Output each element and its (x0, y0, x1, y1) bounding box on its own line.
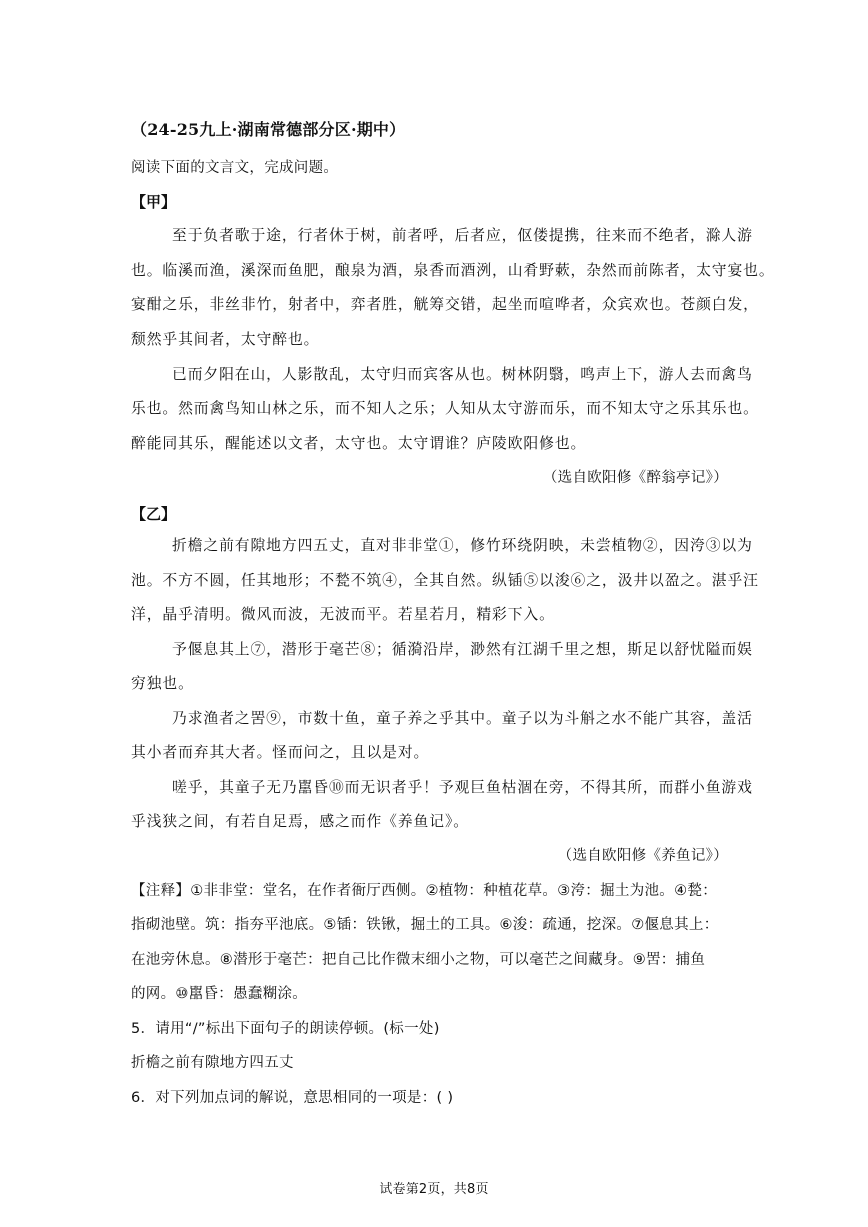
passage-b-line: 折檐之前有隙地方四五丈，直对非非堂①，修竹环绕阴映，未尝植物②，因洿③以为 (172, 537, 753, 554)
question-5: 5．请用“/”标出下面句子的朗读停顿。(标一处) (131, 1021, 440, 1037)
passage-a-citation: （选自欧阳修《醉翁亭记》） (542, 470, 728, 486)
passage-a-line: 至于负者歌于途，行者休于树，前者呼，后者应，伛偻提携，往来而不绝者，滁人游 (172, 227, 753, 244)
passage-b-line: 嗟乎，其童子无乃嚚昏⑩而无识者乎！予观巨鱼枯涸在旁，不得其所，而群小鱼游戏 (172, 779, 753, 796)
passage-b-label: 【乙】 (131, 505, 177, 523)
passage-a-line: 宴酣之乐，非丝非竹，射者中，弈者胜，觥筹交错，起坐而喧哗者，众宾欢也。苍颜白发， (131, 296, 759, 313)
notes-line: 的网。⑩嚚昏：愚蠢糊涂。 (131, 986, 308, 1002)
instruction-text: 阅读下面的文言文，完成问题。 (131, 160, 339, 176)
passage-a-label: 【甲】 (131, 193, 177, 211)
passage-b-line: 洋，晶乎清明。微风而波，无波而平。若星若月，精彩下入。 (131, 606, 555, 623)
passage-b-line: 穷独也。 (131, 675, 194, 692)
passage-b-line: 乎浅狭之间，有若自足焉，感之而作《养鱼记》。 (131, 813, 469, 830)
passage-a-line: 乐也。然而禽鸟知山林之乐，而不知人之乐；人知从太守游而乐，而不知太守之乐其乐也。 (131, 400, 759, 417)
passage-b-line: 予偃息其上⑦，潜形于毫芒⑧；循漪沿岸，渺然有江湖千里之想，斯足以舒忧隘而娱 (172, 641, 753, 658)
passage-b-line: 乃求渔者之罟⑨，市数十鱼，童子养之乎其中。童子以为斗斛之水不能广其容，盖活 (172, 710, 753, 727)
passage-b-line: 池。不方不圆，任其地形；不甃不筑④，全其自然。纵锸⑤以浚⑥之，汲井以盈之。湛乎汪 (131, 572, 759, 589)
notes-line: 指砌池壁。筑：指夯平池底。⑤锸：铁锹，掘土的工具。⑥浚：疏通，挖深。⑦偃息其上： (131, 917, 719, 933)
passage-a-line: 颓然乎其间者，太守醉也。 (131, 331, 320, 348)
notes-line: 在池旁休息。⑧潜形于毫芒：把自己比作微末细小之物，可以毫芒之间藏身。⑨罟：捕鱼 (131, 952, 706, 968)
page-footer: 试卷第2页，共8页 (379, 1182, 489, 1197)
question-5-sentence: 折檐之前有隙地方四五丈 (131, 1055, 294, 1071)
passage-a-line: 醉能同其乐，醒能述以文者，太守也。太守谓谁？庐陵欧阳修也。 (131, 435, 587, 452)
source-tag: （24-25九上·湖南常德部分区·期中） (131, 120, 406, 139)
passage-b-citation: （选自欧阳修《养鱼记》） (557, 848, 728, 864)
passage-b-line: 其小者而弃其大者。怪而问之，且以是对。 (131, 744, 430, 761)
passage-a-line: 也。临溪而渔，溪深而鱼肥，酿泉为酒，泉香而酒洌，山肴野蔌，杂然而前陈者，太守宴也。 (131, 262, 775, 279)
question-6: 6．对下列加点词的解说，意思相同的一项是：( ) (131, 1090, 454, 1106)
notes-line: 【注释】①非非堂：堂名，在作者衙厅西侧。②植物：种植花草。③洿：掘土为池。④甃： (131, 883, 717, 899)
passage-a-line: 已而夕阳在山，人影散乱，太守归而宾客从也。树林阴翳，鸣声上下，游人去而禽鸟 (172, 366, 753, 383)
